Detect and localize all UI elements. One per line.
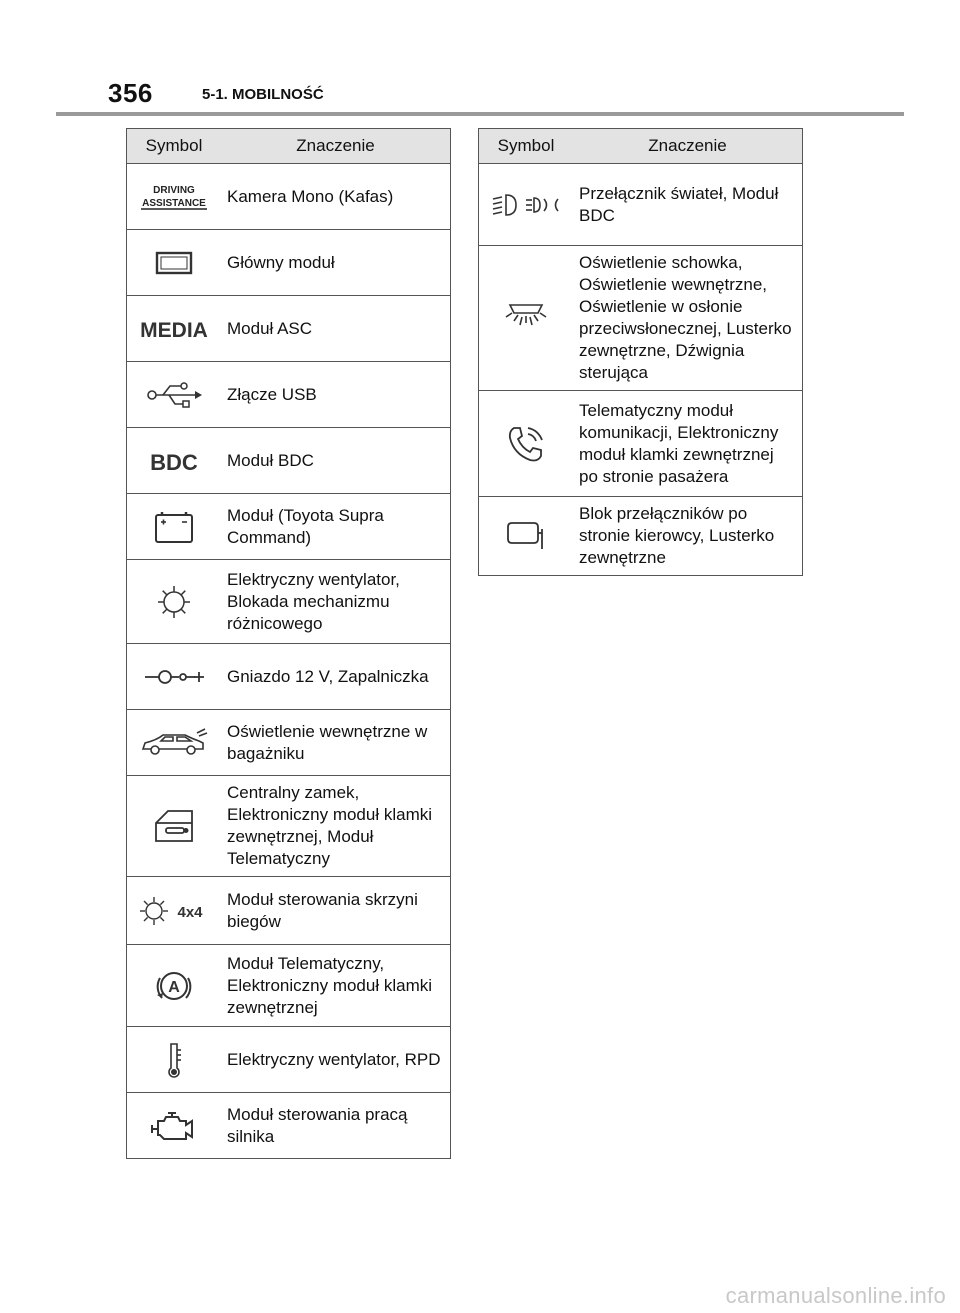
table-row: [127, 362, 451, 428]
table-row: [479, 246, 803, 391]
table-row: [127, 428, 451, 494]
meaning-cell: Kamera Mono (Kafas): [221, 164, 451, 230]
table-row: [479, 497, 803, 576]
interior-light-icon: [504, 301, 548, 335]
bdc-icon: [149, 447, 199, 475]
usb-icon: [145, 381, 203, 409]
meaning-cell: Złącze USB: [221, 362, 451, 428]
symbol-cell: [479, 497, 574, 576]
table-row: [479, 164, 803, 246]
meaning-cell: Moduł Telematyczny, Elektroniczny moduł klamki zewnętrznej: [221, 945, 451, 1027]
door-handle-icon: [150, 807, 198, 845]
icon-text-4x4: 4x4: [177, 903, 203, 921]
symbol-cell: [127, 428, 222, 494]
table-row: [127, 230, 451, 296]
thermometer-icon: [162, 1040, 186, 1080]
symbol-cell: [127, 710, 222, 776]
meaning-cell: Moduł ASC: [221, 296, 451, 362]
symbol-cell: [127, 164, 222, 230]
watermark: carmanualsonline.info: [725, 1283, 946, 1308]
column-header-symbol: Symbol: [479, 129, 574, 164]
symbol-table-right: [478, 128, 803, 576]
display-rectangle-icon: [154, 250, 194, 276]
meaning-cell: Główny moduł: [221, 230, 451, 296]
meaning-cell: Centralny zamek, Elektroniczny moduł klamki zewnętrznej, Moduł Telematyczny: [221, 776, 451, 877]
symbol-table-left: [126, 128, 451, 1159]
meaning-cell: Moduł (Toyota Supra Command): [221, 494, 451, 560]
header-divider: [56, 112, 904, 116]
table-header-row: [127, 129, 451, 164]
symbol-cell: [127, 1027, 222, 1093]
symbol-cell: [127, 644, 222, 710]
symbol-cell: [479, 391, 574, 497]
meaning-cell: Oświetlenie wewnętrzne w bagażniku: [221, 710, 451, 776]
gear-4x4-icon: [138, 893, 210, 929]
table-row: [127, 560, 451, 644]
icon-text-driving: DRIVING: [153, 184, 195, 196]
engine-icon: [150, 1109, 198, 1143]
symbol-cell: [127, 230, 222, 296]
symbol-cell: [127, 362, 222, 428]
icon-text-a: A: [168, 978, 180, 996]
table-row: [127, 644, 451, 710]
meaning-cell: Telematyczny moduł komunikacji, Elektroniczny moduł klamki zewnętrznej po stronie pasażera: [573, 391, 803, 497]
table-row: [479, 391, 803, 497]
column-header-meaning: Znaczenie: [221, 129, 451, 164]
meaning-cell: Moduł sterowania pracą silnika: [221, 1093, 451, 1159]
phone-call-icon: [504, 422, 548, 466]
mirror-switch-icon: [504, 519, 548, 553]
auto-a-icon: [152, 964, 196, 1008]
table-row: [127, 1027, 451, 1093]
meaning-cell: Gniazdo 12 V, Zapalniczka: [221, 644, 451, 710]
symbol-cell: [127, 877, 222, 945]
media-icon: [139, 316, 209, 342]
icon-text-media: MEDIA: [140, 318, 208, 342]
icon-text-assistance: ASSISTANCE: [142, 197, 206, 209]
symbol-cell: [479, 164, 574, 246]
symbol-cell: [127, 1093, 222, 1159]
battery-icon: [152, 509, 196, 545]
meaning-cell: Blok przełączników po stronie kierowcy, Lusterko zewnętrzne: [573, 497, 803, 576]
meaning-cell: Oświetlenie schowka, Oświetlenie wewnętrzne, Oświetlenie w osłonie przeciwsłonecznej, Lusterko zewnętrzne, Dźwignia sterująca: [573, 246, 803, 391]
symbol-cell: [127, 560, 222, 644]
table-row: [127, 945, 451, 1027]
icon-text-bdc: BDC: [150, 449, 198, 475]
table-row: [127, 710, 451, 776]
meaning-cell: Moduł sterowania skrzyni biegów: [221, 877, 451, 945]
column-header-symbol: Symbol: [127, 129, 222, 164]
page-number: 356: [108, 78, 153, 108]
symbol-cell: [127, 945, 222, 1027]
table-row: [127, 494, 451, 560]
headlight-switch-icon: [490, 191, 562, 219]
car-trunk-icon: [139, 727, 209, 759]
symbol-cell: [127, 494, 222, 560]
socket-12v-icon: [143, 665, 205, 689]
meaning-cell: Przełącznik świateł, Moduł BDC: [573, 164, 803, 246]
meaning-cell: Elektryczny wentylator, RPD: [221, 1027, 451, 1093]
table-row: [127, 164, 451, 230]
meaning-cell: Moduł BDC: [221, 428, 451, 494]
gear-icon: [154, 582, 194, 622]
symbol-cell: [127, 296, 222, 362]
table-row: [127, 776, 451, 877]
table-header-row: [479, 129, 803, 164]
column-header-meaning: Znaczenie: [573, 129, 803, 164]
driving-assistance-icon: [137, 181, 211, 213]
section-title: 5-1. MOBILNOŚĆ: [202, 86, 324, 103]
symbol-cell: [479, 246, 574, 391]
table-row: [127, 1093, 451, 1159]
table-row: [127, 877, 451, 945]
symbol-cell: [127, 776, 222, 877]
meaning-cell: Elektryczny wentylator, Blokada mechanizmu różnicowego: [221, 560, 451, 644]
table-row: [127, 296, 451, 362]
